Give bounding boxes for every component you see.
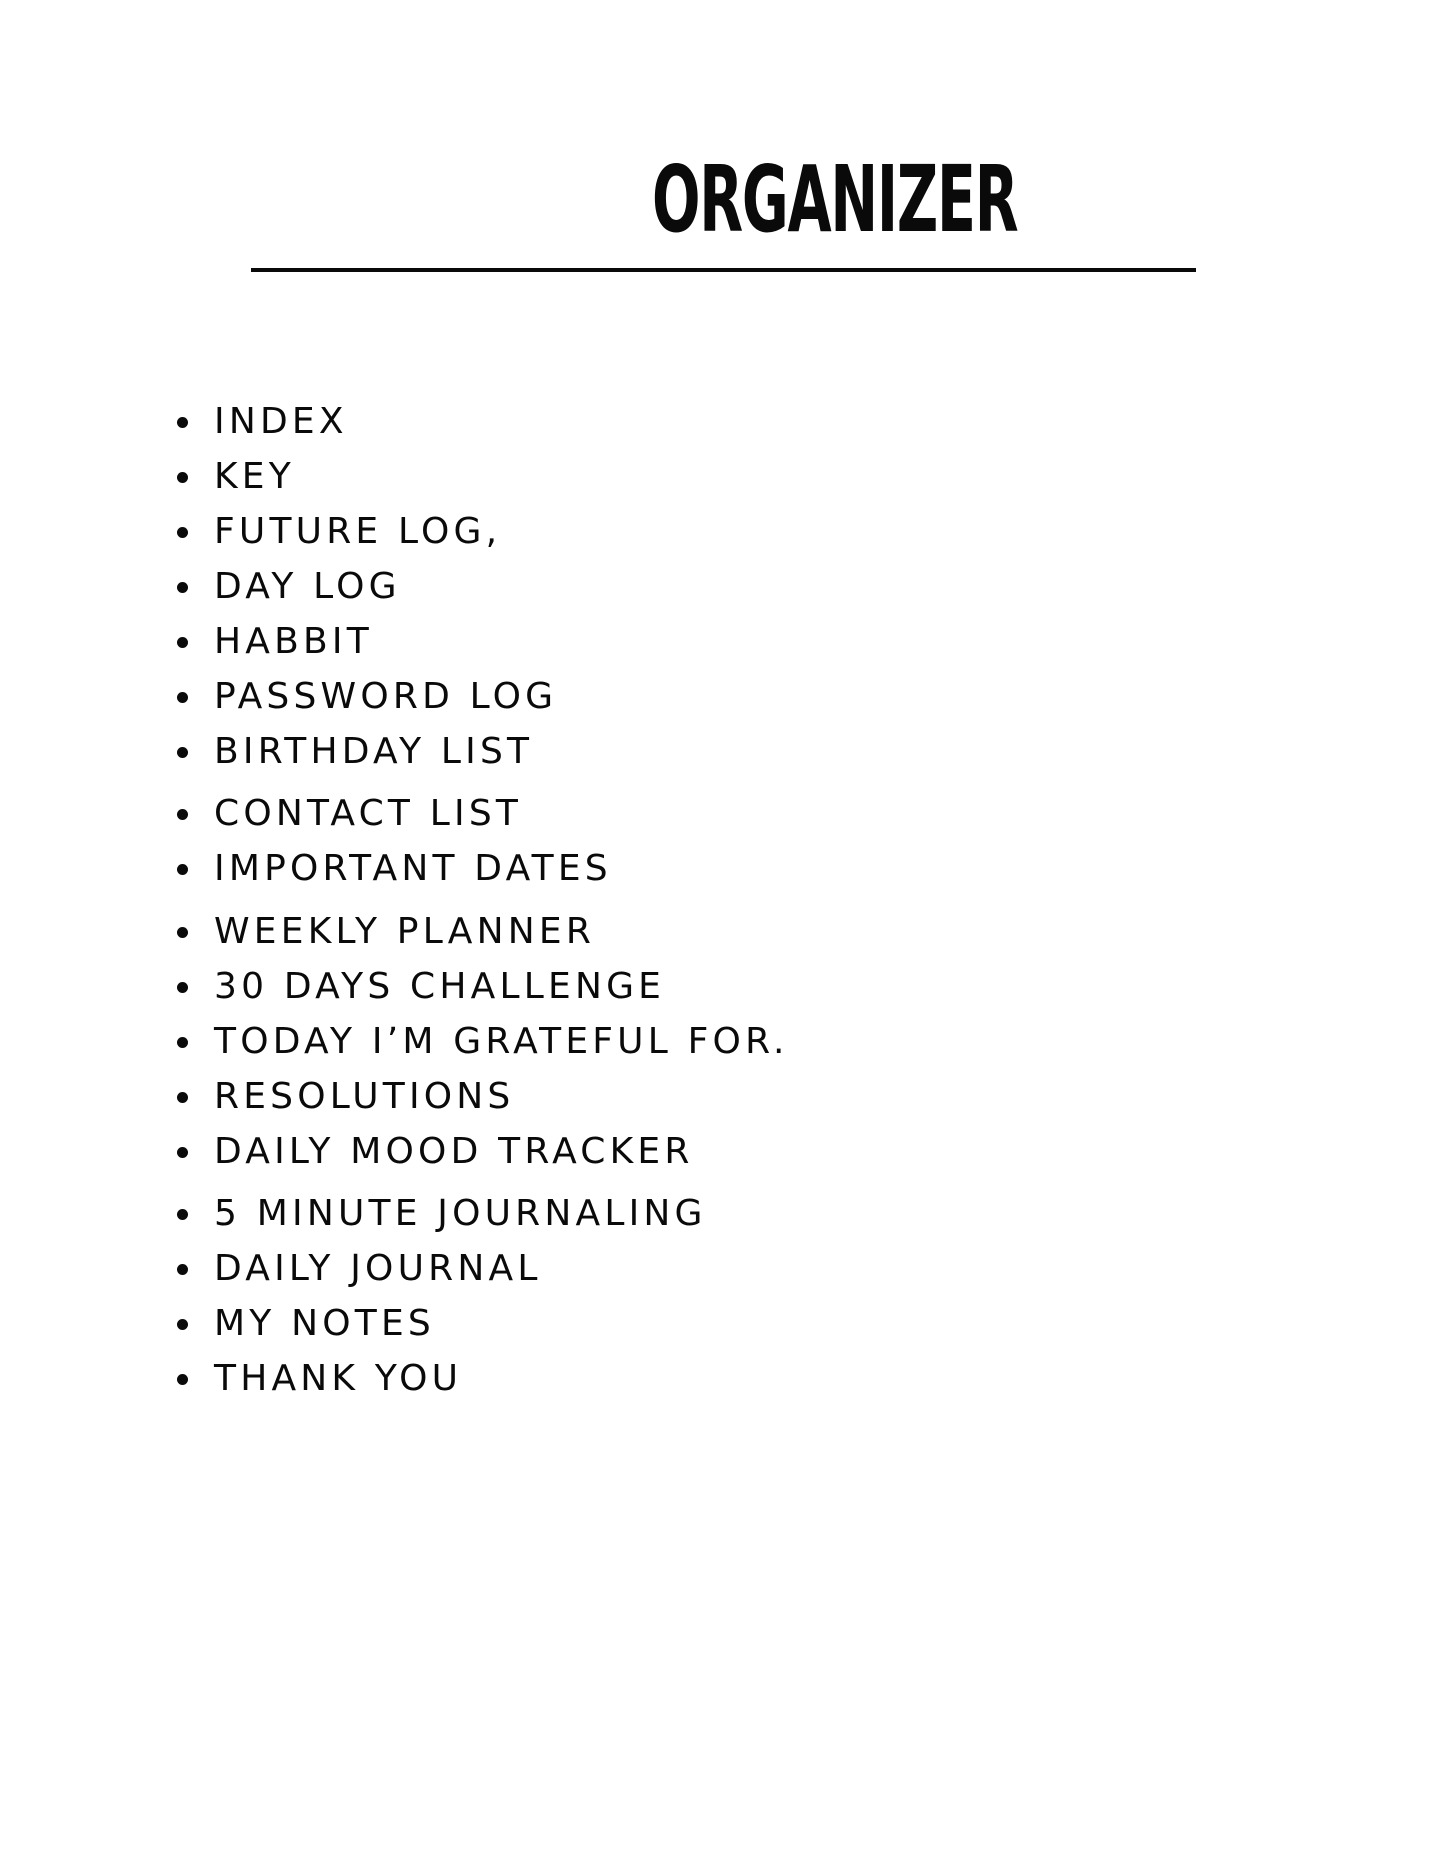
list-item <box>177 1299 435 1349</box>
list-item-label: 5 MINUTE JOURNALING <box>214 1193 707 1234</box>
list-item <box>177 397 348 447</box>
list-item <box>177 1017 789 1067</box>
list-item <box>177 1244 542 1294</box>
bullet-icon <box>177 1147 188 1158</box>
list-item-label: CONTACT LIST <box>214 793 523 834</box>
list-item <box>177 452 295 502</box>
list-item-label: BIRTHDAY LIST <box>214 731 534 772</box>
list-item <box>177 844 612 894</box>
list-item-label: INDEX <box>214 401 348 442</box>
list-item-label: RESOLUTIONS <box>214 1076 515 1117</box>
list-item-label: DAILY MOOD TRACKER <box>214 1131 694 1172</box>
bullet-icon <box>177 982 188 993</box>
title-underline <box>251 268 1196 272</box>
bullet-icon <box>177 472 188 483</box>
list-item-label: MY NOTES <box>214 1303 435 1344</box>
list-item <box>177 672 557 722</box>
list-item-label: DAILY JOURNAL <box>214 1248 542 1289</box>
bullet-icon <box>177 747 188 758</box>
bullet-icon <box>177 1319 188 1330</box>
bullet-icon <box>177 864 188 875</box>
bullet-icon <box>177 582 188 593</box>
list-item-label: FUTURE LOG, <box>214 511 502 552</box>
list-item <box>177 907 595 957</box>
bullet-icon <box>177 1092 188 1103</box>
list-item <box>177 562 401 612</box>
bullet-icon <box>177 1037 188 1048</box>
bullet-icon <box>177 927 188 938</box>
bullet-icon <box>177 637 188 648</box>
list-item <box>177 727 533 777</box>
list-item <box>177 507 501 557</box>
list-item <box>177 1354 462 1404</box>
bullet-icon <box>177 1209 188 1220</box>
list-item-label: PASSWORD LOG <box>214 676 558 717</box>
list-item <box>177 789 522 839</box>
bullet-icon <box>177 1264 188 1275</box>
bullet-icon <box>177 417 188 428</box>
list-item-label: WEEKLY PLANNER <box>214 911 596 952</box>
bullet-icon <box>177 527 188 538</box>
page-title: ORGANIZER <box>652 146 1018 253</box>
list-item-label: IMPORTANT DATES <box>214 848 612 889</box>
list-item-label: DAY LOG <box>214 566 401 607</box>
list-item-label: TODAY I’M GRATEFUL FOR. <box>214 1021 789 1062</box>
list-item <box>177 1072 515 1122</box>
list-item-label: HABBIT <box>214 621 373 662</box>
list-item-label: 30 DAYS CHALLENGE <box>214 966 666 1007</box>
list-item <box>177 1189 707 1239</box>
list-item-label: THANK YOU <box>214 1358 463 1399</box>
list-item <box>177 1127 694 1177</box>
list-item <box>177 962 665 1012</box>
bullet-icon <box>177 1374 188 1385</box>
list-item-label: KEY <box>214 456 295 497</box>
list-item <box>177 617 373 667</box>
bullet-icon <box>177 809 188 820</box>
bullet-icon <box>177 692 188 703</box>
